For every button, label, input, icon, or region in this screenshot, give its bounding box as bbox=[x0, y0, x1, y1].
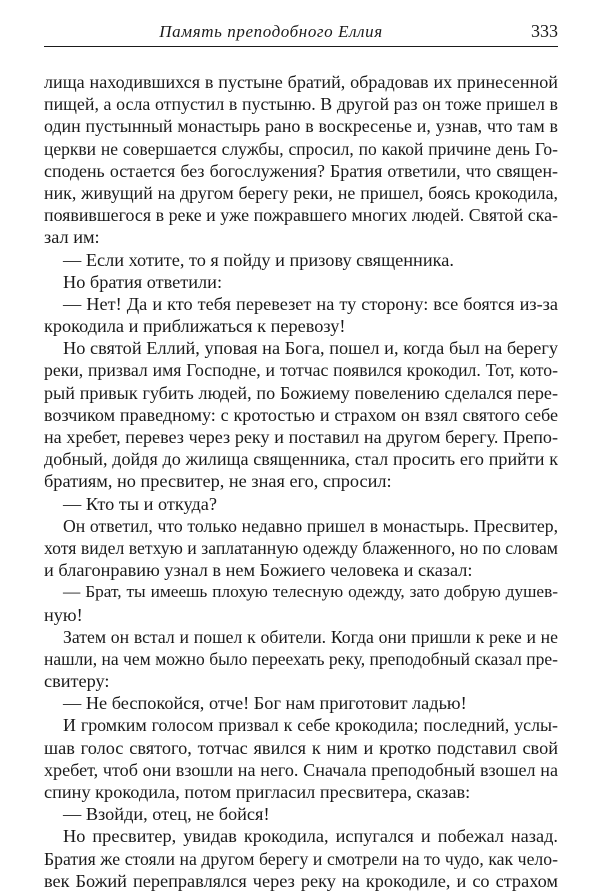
text-line: появившегося в реке и уже пожравшего многих людей. Святой ска- bbox=[44, 205, 558, 226]
text-line: ник, живущий на другом берегу реки, не пришел, боясь крокодила, bbox=[44, 182, 558, 203]
text-line: Но братия ответили: bbox=[63, 271, 223, 292]
text-line: Но святой Еллий, уповая на Бога, пошел и, когда был на берегу bbox=[63, 338, 558, 359]
text-line: — Кто ты и откуда? bbox=[63, 493, 218, 514]
text-line: — Взойди, отец, не бойся! bbox=[63, 804, 270, 825]
text-line: на хребет, перевез через реку и поставил на другом берегу. Препо- bbox=[44, 427, 558, 447]
text-line: — Если хотите, то я пойду и призову священника. bbox=[63, 249, 454, 270]
text-line: пищей, а осла отпустил в пустыню. В другой раз он тоже пришел в bbox=[44, 94, 558, 115]
text-line: век Божий переправлялся через реку на крокодиле, и со страхом bbox=[44, 870, 558, 891]
text-line: — Брат, ты имеешь плохую телесную одежду, зато добрую душев- bbox=[63, 582, 558, 602]
text-line: хребет, чтоб они взошли на него. Сначала преподобный взошел на bbox=[44, 759, 558, 780]
text-line: спину крокодила, потом пригласил пресвитера, сказав: bbox=[44, 782, 471, 802]
text-line: возчиком праведному: с кротостью и страхом он взял святого себе bbox=[44, 404, 558, 425]
text-line: Он ответил, что только недавно пришел в монастырь. Пресвитер, bbox=[63, 515, 558, 536]
page-header bbox=[44, 20, 558, 47]
body-text bbox=[44, 71, 558, 892]
text-line: Но пресвитер, увидав крокодила, испугался и побежал назад. bbox=[63, 826, 558, 847]
text-line: шав голос святого, тотчас явился к ним и кротко подставил свой bbox=[44, 737, 558, 758]
running-title: Память преподобного Еллия bbox=[159, 22, 383, 41]
text-line: Братия же стояли на другом берегу и смотрели на то чудо, как чело- bbox=[44, 848, 558, 869]
text-line: хотя видел ветхую и заплатанную одежду блаженного, но по словам bbox=[44, 537, 558, 558]
text-line: И громким голосом призвал к себе крокодила; последний, услы- bbox=[63, 715, 558, 736]
text-line: нашли, на чем можно было переехать реку, преподобный сказал пре- bbox=[44, 648, 558, 669]
text-line: Затем он встал и пошел к обители. Когда они пришли к реке и не bbox=[63, 626, 558, 647]
text-line: — Не беспокойся, отче! Бог нам приготовит ладью! bbox=[63, 693, 467, 714]
text-line: братиям, но пресвитер, не зная его, спросил: bbox=[44, 471, 392, 492]
text-line: церкви не совершается службы, спросил, по какой причине день Го- bbox=[44, 138, 558, 159]
text-line: и благонравию узнал в нем Божиего человека и сказал: bbox=[44, 560, 473, 581]
text-line: крокодила и приближаться к перевозу! bbox=[44, 316, 346, 337]
text-line: один пустынный монастырь рано в воскресенье и, узнав, что там в bbox=[44, 116, 558, 137]
text-line: зал им: bbox=[44, 227, 100, 248]
text-line: рый привык губить людей, по Божиему повелению сделался пере- bbox=[44, 382, 558, 403]
page-number: 333 bbox=[531, 21, 558, 41]
text-line: — Нет! Да и кто тебя перевезет на ту сторону: все боятся из-за bbox=[63, 293, 558, 314]
text-line: добный, дойдя до жилища священника, стал просить его прийти к bbox=[44, 449, 558, 470]
text-line: свитеру: bbox=[44, 671, 110, 692]
text-line: лища находившихся в пустыне братий, обрадовав их принесенной bbox=[44, 72, 558, 92]
text-line: реки, призвал имя Господне, и тотчас появился крокодил. Тот, кото- bbox=[44, 360, 558, 381]
text-line: сподень остается без богослужения? Братия ответили, что священ- bbox=[44, 160, 558, 181]
text-line: ную! bbox=[44, 604, 83, 625]
